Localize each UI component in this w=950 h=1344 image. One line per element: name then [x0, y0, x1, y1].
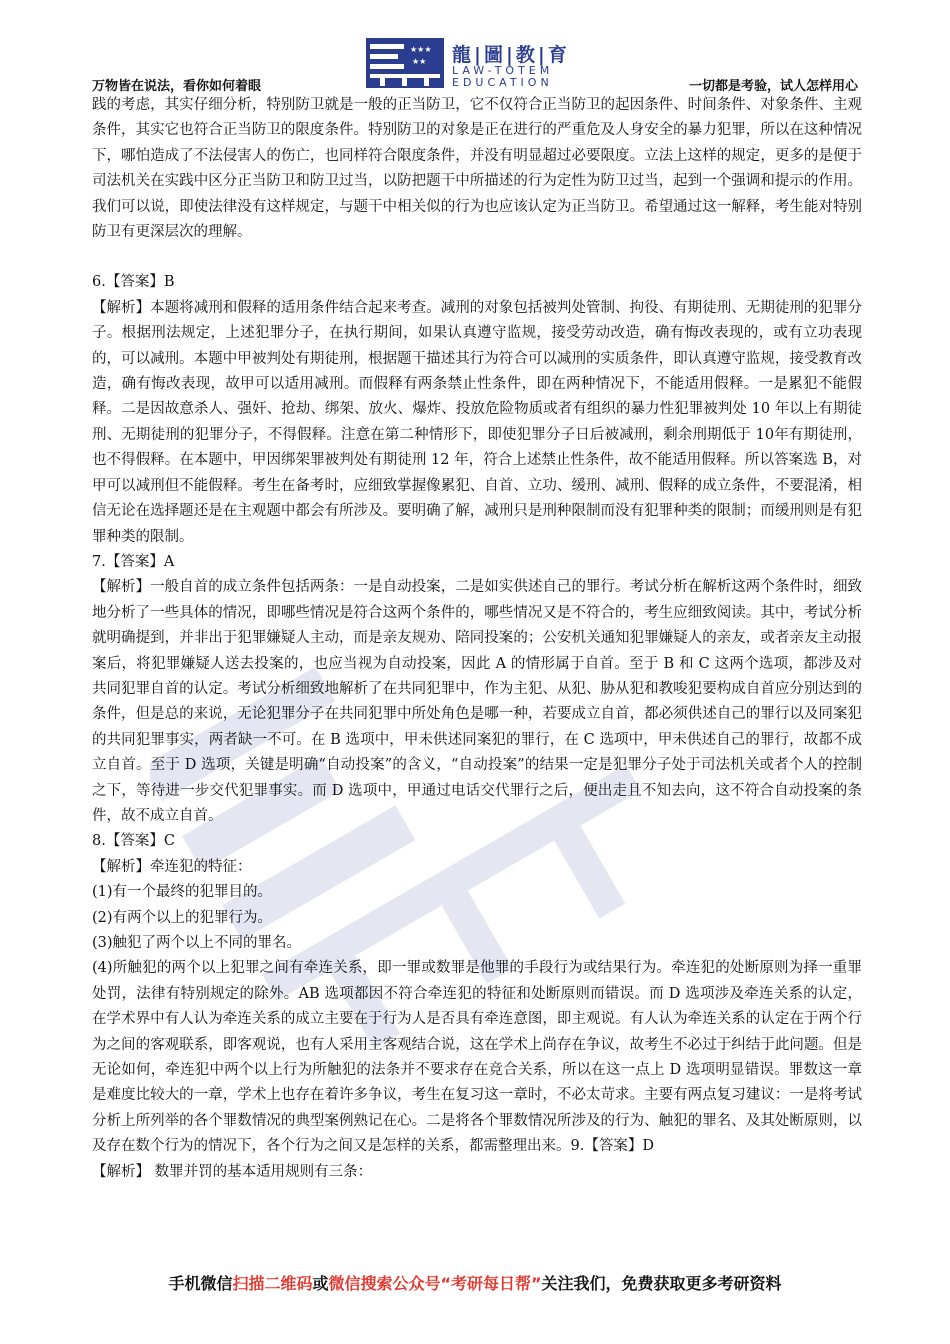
header-slogan-right: 一切都是考验，试人怎样用心 [688, 79, 858, 94]
logo-en-line2: EDUCATION [452, 76, 553, 89]
answer-8-heading: 8.【答案】C [92, 833, 175, 850]
logo-cn-text: 龍|圖|教|育 [452, 44, 570, 66]
paragraph: 践的考虑，其实仔细分析，特别防卫就是一般的正当防卫，它不仅符合正当防卫的起因条件、时间条件、对象条件、主观条件，其实它也符合正当防卫的限度条件。特别防卫的对象是正在进行的严重危及人身安全的暴力犯罪，所以在这种情况下，哪怕造成了不法侵害人的伤亡，也同样符合限度条件，并没有明显超过必要限度。立法上这样的规定，更多的是便于司法机关在实践中区分正当防卫和防卫过当，以防把题干中所描述的行为定性为防卫过当，起到一个强调和提示的作用。我们可以说，即使法律没有这样规定，与题干中相关似的行为也应该认定为正当防卫。希望通过这一解释，考生能对特别防卫有更深层次的理解。 [92, 97, 862, 241]
svg-text:★★: ★★ [412, 57, 427, 66]
document-body [92, 93, 862, 1185]
answer-9-analysis: 【解析】 数罪并罚的基本适用规则有三条： [92, 1163, 373, 1180]
footer-highlight: 微信搜索公众号“考研每日帮” [328, 1274, 542, 1293]
footer-text: 或 [312, 1274, 329, 1293]
footer-highlight: 扫描二维码 [232, 1274, 313, 1293]
header-slogan-left: 万物皆在说法，看你如何着眼 [92, 79, 262, 94]
answer-6-heading: 6.【答案】B [92, 274, 175, 291]
answer-6-analysis: 【解析】本题将减刑和假释的适用条件结合起来考查。减刑的对象包括被判处管制、拘役、有期徒刑、无期徒刑的犯罪分子。根据刑法规定，上述犯罪分子，在执行期间，如果认真遵守监规，接受劳动改造，确有悔改表现的，或有立功表现的，可以减刑。本题中甲被判处有期徒刑，根据题干描述其行为符合可以减刑的实质条件，即认真遵守监规，接受教育改造，确有悔改表现，故甲可以适用减刑。而假释有两条禁止性条件，即在两种情况下，不能适用假释。一是累犯不能假释。二是因故意杀人、强奸、抢劫、绑架、放火、爆炸、投放危险物质或者有组织的暴力性犯罪被判处 10 年以上有期徒刑、无期徒刑的犯罪分子，不得假释。注意在第二种情形下，即使犯罪分子日后被减刑，剩余刑期低于 10年有期徒刑，也不得假释。在本题中，甲因绑架罪被判处有期徒刑 12 年，符合上述禁止性条件，故不能适用假释。所以答案选 B，对甲可以减刑但不能假释。考生在备考时，应细致掌握像累犯、自首、立功、缓刑、减刑、假释的成立条件，不要混淆，相信无论在选择题还是在主观题中都会有所涉及。要明确了解，减刑只是刑种限制而没有犯罪种类的限制；而缓刑则是有犯罪种类的限制。 [92, 299, 862, 545]
logo-en-line1: LAW-TOTEM [452, 64, 554, 77]
answer-7-heading: 7.【答案】A [92, 553, 175, 570]
logo-mark-icon [366, 38, 444, 88]
answer-7-analysis: 【解析】一般自首的成立条件包括两条：一是自动投案，二是如实供述自己的罪行。考试分析在解析这两个条件时，细致地分析了一些具体的情况，即哪些情况是符合这两个条件的，哪些情况又是不符合的，考生应细致阅读。其中，考试分析就明确提到，并非出于犯罪嫌疑人主动，而是亲友规劝、陪同投案的；公安机关通知犯罪嫌疑人的亲友，或者亲友主动报案后，将犯罪嫌疑人送去投案的，也应当视为自动投案，因此 A 的情形属于自首。至于 B 和 C 这两个选项，都涉及对共同犯罪自首的认定。考试分析细致地解析了在共同犯罪中，作为主犯、从犯、胁从犯和教唆犯要构成自首应分别达到的条件，但是总的来说，无论犯罪分子在共同犯罪中所处角色是哪一种，若要成立自首，都必须供述自己的罪行以及同案犯的共同犯罪事实，两者缺一不可。在 B 选项中，甲未供述同案犯的罪行，在 C 选项中，甲未供述自己的罪行，故都不成立自首。至于 D 选项，关键是明确“自动投案”的含义，“自动投案”的结果一定是犯罪分子处于司法机关或者个人的控制之下，等待进一步交代犯罪事实。而 D 选项中，甲通过电话交代罪行之后，便出走且不知去向，这不符合自动投案的条件，故不成立自首。 [92, 579, 862, 824]
list-item: (1)有一个最终的犯罪目的。 [92, 884, 273, 901]
logo [366, 38, 598, 88]
footer-promo [0, 1271, 950, 1294]
blank-line [92, 245, 862, 270]
list-item: (2)有两个以上的犯罪行为。 [92, 909, 273, 926]
list-item: (3)触犯了两个以上不同的罪名。 [92, 935, 302, 951]
answer-8-analysis: 【解析】牵连犯的特征： [92, 858, 252, 875]
footer-text: 关注我们，免费获取更多考研资料 [541, 1274, 782, 1293]
svg-text:★★★: ★★★ [410, 45, 432, 54]
footer-text: 手机微信 [168, 1274, 233, 1293]
list-item: (4)所触犯的两个以上犯罪之间有牵连关系，即一罪或数罪是他罪的手段行为或结果行为。牵连犯的处断原则为择一重罪处罚，法律有特别规定的除外。AB 选项都因不符合牵连犯的特征和处断原则而错误。而 D 选项涉及牵连关系的认定，在学术界中有人认为牵连关系的成立主要在于行为人是否具有牵连意图，即主观说。有人认为牵连关系的认定在于两个行为之间的客观联系，即客观说，也有人采用主客观结合说，这在学术上尚存在争议，故考生不必过于纠结于此问题。但是无论如何，牵连犯中两个以上行为所触犯的法条并不要求存在竞合关系，所以在这一点上 D 选项明显错误。罪数这一章是难度比较大的一章，学术上也存在着许多争议，考生在复习这一章时，不必太苛求。主要有两点复习建议：一是将考试分析上所列举的各个罪数情况的典型案例熟记在心。二是将各个罪数情况所涉及的行为、触犯的罪名、及其处断原则，以及存在数个行为的情况下，各个行为之间又是怎样的关系，都需整理出来。9.【答案】D [92, 960, 862, 1155]
